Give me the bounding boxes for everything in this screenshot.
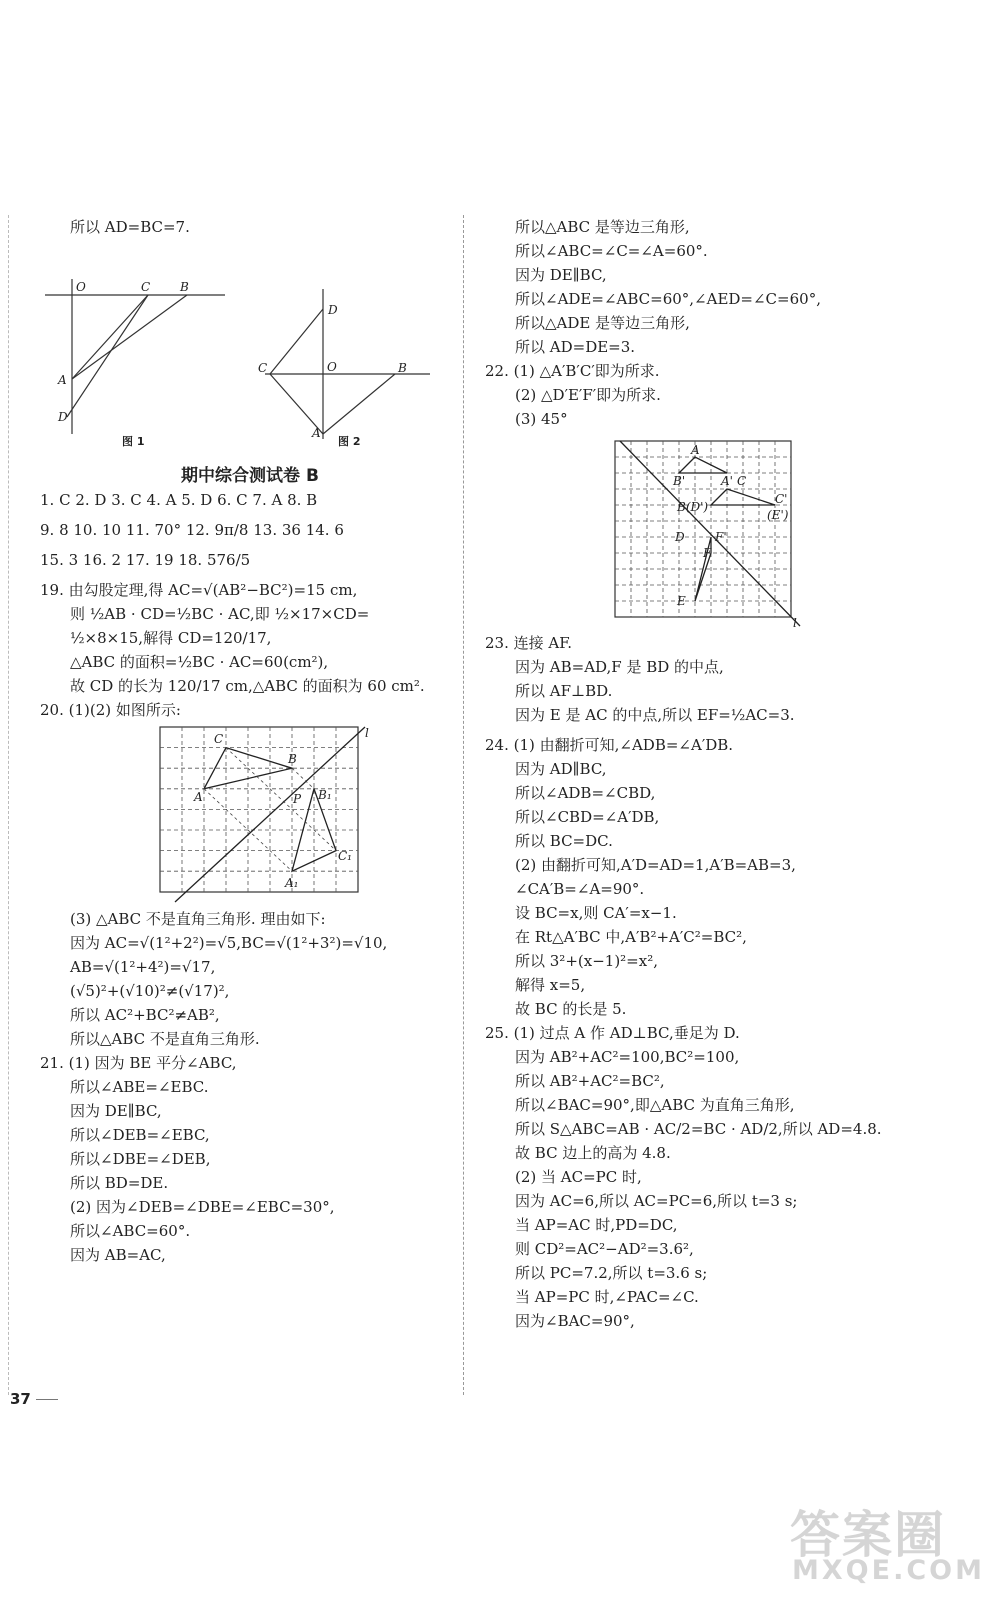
- figure-2-caption: 图 2: [338, 435, 361, 448]
- q20-label-a1: A₁: [285, 876, 299, 890]
- text-line: 因为 AB=AD,F 是 BD 的中点,: [515, 658, 724, 676]
- figures-1-2: [40, 239, 460, 440]
- text-line: 故 CD 的长为 120/17 cm,△ABC 的面积为 60 cm².: [70, 677, 425, 695]
- text-line: 在 Rt△A′BC 中,A′B²+A′C²=BC²,: [515, 928, 747, 946]
- text-line: 则 CD²=AC²−AD²=3.6²,: [515, 1240, 694, 1258]
- right-column: [485, 215, 965, 1333]
- text-line: (2) △D′E′F′即为所求.: [515, 386, 661, 404]
- text-line: 25. (1) 过点 A 作 AD⊥BC,垂足为 D.: [485, 1024, 740, 1042]
- text-line: 所以∠ABE=∠EBC.: [70, 1078, 209, 1096]
- text-line: 24. (1) 由翻折可知,∠ADB=∠A′DB.: [485, 736, 734, 754]
- text-line: 所以△ABC 不是直角三角形.: [70, 1030, 260, 1048]
- text-line: ∠CA′B=∠A=90°.: [515, 880, 645, 898]
- text-line: ½×8×15,解得 CD=120/17,: [70, 629, 272, 647]
- answers-row: 9. 8 10. 10 11. 70° 12. 9π/8 13. 36 14. 6: [40, 521, 344, 539]
- question-25: [485, 1021, 965, 1333]
- q20-label-p: P: [293, 792, 302, 806]
- q22-label-b-d-prime: B(D'): [677, 500, 709, 514]
- text-line: 设 BC=x,则 CA′=x−1.: [515, 904, 677, 922]
- text-line: 所以∠CBD=∠A′DB,: [515, 808, 660, 826]
- text-line: 所以∠DBE=∠DEB,: [70, 1150, 211, 1168]
- text-line: 当 AP=PC 时,∠PAC=∠C.: [515, 1288, 699, 1306]
- text-line: 23. 连接 AF.: [485, 634, 573, 652]
- text-line: 22. (1) △A′B′C′即为所求.: [485, 362, 660, 380]
- text-line: 解得 x=5,: [515, 976, 586, 994]
- answers-row: 1. C 2. D 3. C 4. A 5. D 6. C 7. A 8. B: [40, 491, 318, 509]
- q22-label-e-prime: (E'): [767, 508, 789, 522]
- figure-1-caption: 图 1: [122, 435, 145, 448]
- text-line: 当 AP=AC 时,PD=DC,: [515, 1216, 678, 1234]
- question-19: [40, 578, 460, 698]
- text-line: 所以 BD=DE.: [70, 1174, 169, 1192]
- q22-label-c-prime: C': [775, 492, 788, 506]
- fig2-label-b: B: [398, 361, 407, 375]
- q22-label-d: D: [675, 530, 685, 544]
- q22-label-f-prime: F': [715, 530, 727, 544]
- text-line: 所以 S△ABC=AB · AC/2=BC · AD/2,所以 AD=4.8.: [515, 1120, 882, 1138]
- answers-row: 15. 3 16. 2 17. 19 18. 576/5: [40, 551, 251, 569]
- text-line: 则 ½AB · CD=½BC · AC,即 ½×17×CD=: [70, 605, 370, 623]
- text-line: 因为 AC=√(1²+2²)=√5,BC=√(1²+3²)=√10,: [70, 934, 388, 952]
- text-line: 因为 DE∥BC,: [515, 266, 607, 284]
- text-line: 所以∠DEB=∠EBC,: [70, 1126, 210, 1144]
- page-number-rule: [36, 1399, 58, 1400]
- watermark-logo: [790, 1495, 990, 1595]
- q22-label-a-prime: A': [721, 474, 733, 488]
- fig1-label-b: B: [180, 280, 189, 294]
- q20-label-b: B: [288, 752, 297, 766]
- page-number: 37: [10, 1390, 31, 1408]
- text-line: (√5)²+(√10)²≠(√17)²,: [70, 982, 230, 1000]
- q20-label-c1: C₁: [338, 849, 352, 863]
- q22-label-e: E: [677, 594, 686, 608]
- text-line: 因为 AC=6,所以 AC=PC=6,所以 t=3 s;: [515, 1192, 798, 1210]
- question-22: [485, 359, 965, 631]
- text-line: 因为 AD∥BC,: [515, 760, 607, 778]
- text-line: 所以∠BAC=90°,即△ABC 为直角三角形,: [515, 1096, 795, 1114]
- text-line: △ABC 的面积=½BC · AC=60(cm²),: [70, 653, 329, 671]
- text-line: 所以△ADE 是等边三角形,: [515, 314, 690, 332]
- q22-label-c: C: [737, 474, 747, 488]
- text-line: (2) 当 AC=PC 时,: [515, 1168, 642, 1186]
- text-line: (2) 因为∠DEB=∠DBE=∠EBC=30°,: [70, 1198, 335, 1216]
- q20-label-c: C: [214, 732, 224, 746]
- text-line: 所以△ABC 是等边三角形,: [515, 218, 690, 236]
- q22-label-l: l: [793, 616, 797, 630]
- fig2-label-c: C: [258, 361, 268, 375]
- q22-label-f: F: [703, 546, 712, 560]
- text-line: 19. 由勾股定理,得 AC=√(AB²−BC²)=15 cm,: [40, 581, 358, 599]
- text-line: 所以∠ADB=∠CBD,: [515, 784, 656, 802]
- left-column: [40, 215, 460, 1267]
- question-22-grid-figure: [485, 431, 965, 631]
- question-20: [40, 698, 460, 1051]
- text-line: 所以 AC²+BC²≠AB²,: [70, 1006, 220, 1024]
- watermark-url: MXQE.COM: [792, 1555, 985, 1586]
- text-line: 所以∠ABC=60°.: [70, 1222, 191, 1240]
- question-24: [485, 733, 965, 1021]
- text-line: 因为∠BAC=90°,: [515, 1312, 635, 1330]
- figure-2: [258, 289, 430, 440]
- text-line: (2) 由翻折可知,A′D=AD=1,A′B=AB=3,: [515, 856, 796, 874]
- fig2-label-o: O: [327, 360, 337, 374]
- q20-label-l: l: [365, 726, 369, 740]
- text-line: 所以 3²+(x−1)²=x²,: [515, 952, 658, 970]
- question-21-continued: [485, 215, 965, 359]
- text-line: 因为 DE∥BC,: [70, 1102, 162, 1120]
- q22-label-b-prime: B': [673, 474, 686, 488]
- watermark-title: 答案圈: [790, 1506, 946, 1564]
- text-line: 所以∠ABC=∠C=∠A=60°.: [515, 242, 708, 260]
- text-line: 所以 BC=DC.: [515, 832, 613, 850]
- text-line: 所以 AD=DE=3.: [515, 338, 636, 356]
- fig2-label-a: A: [312, 426, 321, 440]
- text-line: (3) 45°: [515, 410, 568, 428]
- text-line: (3) △ABC 不是直角三角形. 理由如下:: [70, 910, 326, 928]
- column-divider: [463, 215, 464, 1395]
- question-20-grid-figure: [40, 722, 460, 907]
- fig1-label-c: C: [141, 280, 151, 294]
- left-margin-rule: [8, 215, 9, 1395]
- text-line: 故 BC 边上的高为 4.8.: [515, 1144, 671, 1162]
- text-line: 因为 E 是 AC 的中点,所以 EF=½AC=3.: [515, 706, 795, 724]
- text-line: 20. (1)(2) 如图所示:: [40, 701, 181, 719]
- text-line: 所以 AF⊥BD.: [515, 682, 613, 700]
- figure-1: [45, 279, 225, 434]
- q20-label-b1: B₁: [318, 788, 332, 802]
- text-line: 所以∠ADE=∠ABC=60°,∠AED=∠C=60°,: [515, 290, 821, 308]
- text-line: 因为 AB²+AC²=100,BC²=100,: [515, 1048, 740, 1066]
- text-line: 因为 AB=AC,: [70, 1246, 166, 1264]
- q20-label-a: A: [194, 790, 203, 804]
- fig1-label-a: A: [58, 373, 67, 387]
- text-line: 所以 PC=7.2,所以 t=3.6 s;: [515, 1264, 708, 1282]
- fig2-label-d: D: [328, 303, 338, 317]
- fig1-label-o: O: [76, 280, 86, 294]
- fig1-label-d: D: [58, 410, 68, 424]
- q22-label-a: A: [691, 443, 700, 457]
- text-line: 故 BC 的长是 5.: [515, 1000, 627, 1018]
- question-23: [485, 631, 965, 727]
- text-line: 21. (1) 因为 BE 平分∠ABC,: [40, 1054, 237, 1072]
- section-title: 期中综合测试卷 B: [181, 466, 319, 486]
- text-line: AB=√(1²+4²)=√17,: [70, 958, 216, 976]
- text-line: 所以 AD=BC=7.: [70, 218, 190, 236]
- question-21: [40, 1051, 460, 1267]
- text-line: 所以 AB²+AC²=BC²,: [515, 1072, 665, 1090]
